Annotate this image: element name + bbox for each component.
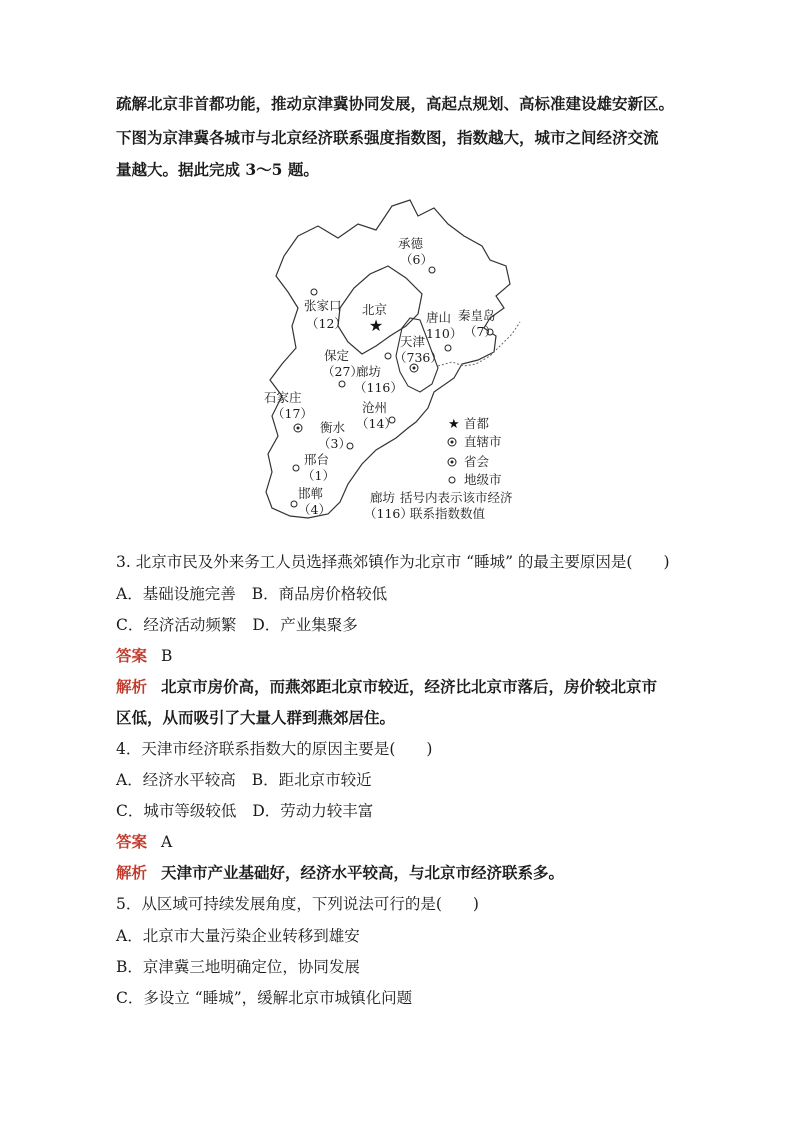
q3-analysis-line-2: 区低，从而吸引了大量人群到燕郊居住。: [116, 708, 396, 727]
q4-option-d[interactable]: D．劳动力较丰富: [252, 802, 374, 820]
q3-analysis-line-1: [116, 677, 657, 697]
q5-option-a[interactable]: A．北京市大量污染企业转移到雄安: [116, 927, 360, 945]
q5-option-c[interactable]: C．多设立 “睡城”，缓解北京市城镇化问题: [116, 989, 413, 1007]
baoding-value: （27）: [322, 364, 363, 379]
zhangjiakou-marker: [311, 289, 317, 295]
beijing-name: 北京: [362, 302, 388, 317]
q3-option-d[interactable]: D．产业集聚多: [252, 616, 358, 634]
q4-stem: 4．天津市经济联系指数大的原因主要是( ): [116, 740, 433, 758]
jingjinji-map: [258, 196, 548, 534]
qinhuangdao-value: （7）: [464, 324, 497, 339]
q3-options-cd: [116, 615, 358, 635]
q5-option-b[interactable]: B．京津冀三地明确定位，协同发展: [116, 958, 360, 976]
cangzhou-value: （14）: [356, 416, 397, 431]
q4-options-cd: [116, 801, 373, 821]
q3-answer-value: B: [161, 647, 173, 665]
q3-option-c[interactable]: C．经济活动频繁: [116, 616, 237, 634]
beijing-star-icon: ★: [368, 316, 384, 335]
xingtai-name: 邢台: [304, 452, 330, 467]
q4-answer-value: A: [161, 833, 173, 851]
qinhuangdao-name: 秦皇岛: [458, 308, 496, 323]
handan-value: （4）: [298, 502, 331, 517]
q4-answer: [116, 832, 172, 852]
chengde-name: 承德: [398, 236, 424, 251]
hengshui-value: （3）: [318, 436, 351, 451]
langfang-value: （116）: [354, 380, 403, 395]
langfang-name: 廊坊: [356, 364, 382, 379]
tangshan-marker: [445, 345, 451, 351]
q3-option-a[interactable]: A．基础设施完善: [116, 585, 236, 603]
xingtai-value: （1）: [302, 468, 335, 483]
legend-municipality: 直辖市: [464, 434, 502, 449]
q3-stem: 3. 北京市民及外来务工人员选择燕郊镇作为北京市 “睡城” 的最主要原因是( ): [116, 553, 670, 571]
q4-analysis-label: 解析: [116, 863, 148, 882]
hengshui-name: 衡水: [320, 420, 346, 435]
q4-option-c[interactable]: C．城市等级较低: [116, 802, 237, 820]
legend-prefecture: 地级市: [464, 472, 502, 487]
legend-note-1: 括号内表示该市经济: [400, 490, 513, 505]
shijiazhuang-value: （17）: [272, 406, 313, 421]
zhangjiakou-value: （12）: [306, 316, 347, 331]
intro-line-3: 量越大。据此完成 3～5 题。: [116, 160, 319, 179]
q4-analysis: [116, 863, 564, 883]
handan-marker: [291, 501, 297, 507]
intro-line-2: 下图为京津冀各城市与北京经济联系强度指数图，指数越大，城市之间经济交流: [116, 128, 659, 147]
legend-prefecture-icon: [449, 477, 455, 483]
handan-name: 邯郸: [298, 486, 324, 501]
q3-analysis-label: 解析: [116, 677, 148, 696]
q4-options-ab: [116, 770, 372, 790]
xingtai-marker: [293, 465, 299, 471]
q4-option-a[interactable]: A．经济水平较高: [116, 771, 236, 789]
q3-answer-label: 答案: [116, 646, 148, 665]
tangshan-name: 唐山: [426, 310, 452, 325]
baoding-marker: [339, 381, 345, 387]
tianjin-name: 天津: [400, 334, 426, 349]
cangzhou-name: 沧州: [362, 400, 388, 415]
q3-options-ab: [116, 584, 387, 604]
q5-stem: 5．从区域可持续发展角度，下列说法可行的是( ): [116, 895, 479, 913]
zhangjiakou-name: 张家口: [304, 298, 342, 313]
legend-star-icon: ★: [448, 417, 460, 432]
legend-capital: 首都: [464, 416, 490, 431]
tianjin-value: （736）: [394, 350, 443, 365]
shijiazhuang-name: 石家庄: [264, 390, 302, 405]
intro-line-1: 疏解北京非首都功能，推动京津冀协同发展，高起点规划、高标准建设雄安新区。: [116, 94, 675, 113]
legend-example-name: 廊坊: [370, 490, 396, 505]
q4-option-b[interactable]: B．距北京市较近: [251, 771, 372, 789]
chengde-marker: [429, 267, 435, 273]
q3-answer: [116, 646, 172, 666]
tianjin-marker-inner: [413, 367, 416, 370]
q3-option-b[interactable]: B．商品房价格较低: [251, 585, 388, 603]
baoding-name: 保定: [324, 348, 350, 363]
q4-analysis-text: 天津市产业基础好，经济水平较高，与北京市经济联系多。: [161, 863, 565, 882]
shijiazhuang-marker-inner: [297, 427, 300, 430]
legend-note-2: 联系指数数值: [410, 506, 486, 521]
langfang-marker: [385, 353, 391, 359]
chengde-value-visible: （6）: [400, 252, 433, 267]
q4-answer-label: 答案: [116, 832, 148, 851]
legend-provincial-capital: 省会: [464, 454, 490, 469]
tangshan-value: 110）: [426, 326, 463, 341]
q3-analysis-text-1: 北京市房价高，而燕郊距北京市较近，经济比北京市落后，房价较北京市: [161, 677, 658, 696]
legend-example-value: （116）: [364, 506, 413, 521]
